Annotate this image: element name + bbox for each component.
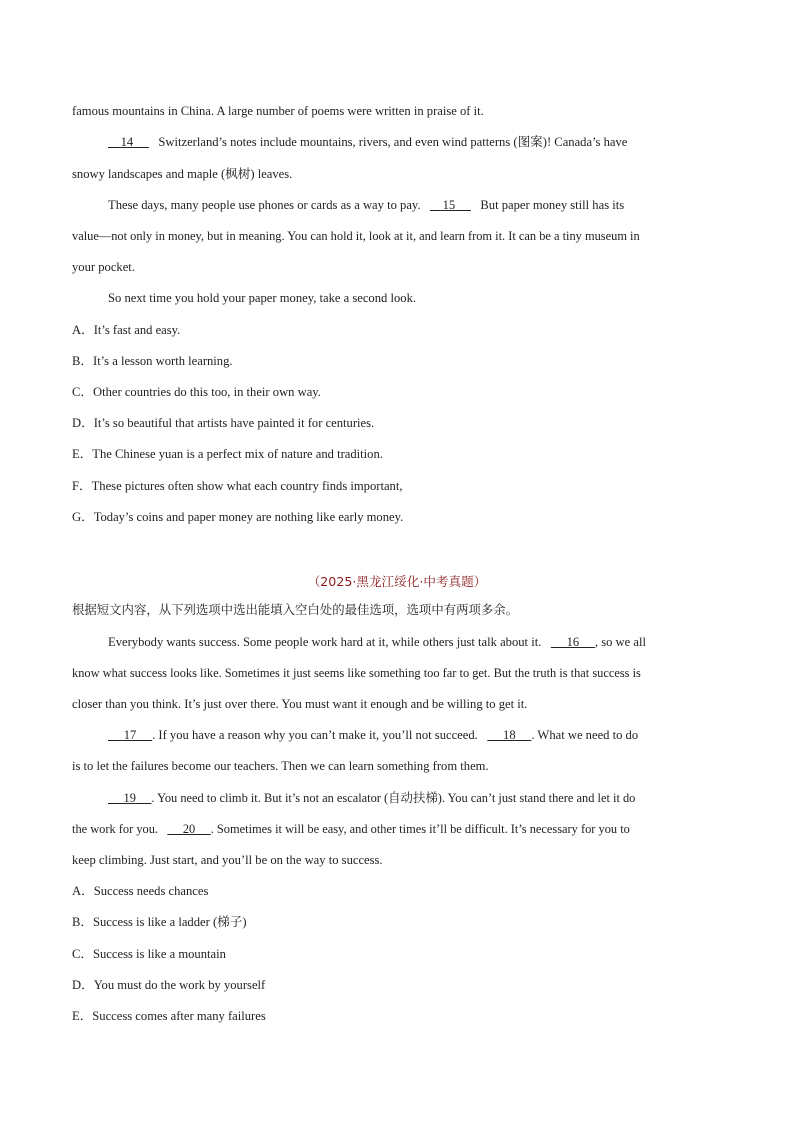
option-e: E．The Chinese yuan is a perfect mix of nature and tradition. — [72, 447, 383, 461]
passage-text: , so we all — [594, 635, 646, 649]
option-a: A．It’s fast and easy. — [72, 323, 181, 337]
option-f: F．These pictures often show what each country finds important, — [72, 479, 403, 493]
answer-blank-17[interactable]: 17 — [123, 728, 137, 742]
passage-line: snowy landscapes and maple (枫树) leaves. — [72, 167, 293, 181]
option-d: D．You must do the work by yourself — [72, 978, 266, 992]
passage-text: But paper money still has its — [480, 198, 625, 212]
passage-line: closer than you think. It’s just over there. You must want it enough and be willing to get it. — [72, 697, 528, 711]
answer-blank-18[interactable]: 18 — [503, 728, 516, 742]
passage-line — [72, 821, 722, 837]
passage-line: value—not only in money, but in meaning. You can hold it, look at it, and learn from it. It can be a tiny museum in — [72, 229, 640, 243]
passage-text: . What we need to do — [531, 728, 639, 742]
passage-text: . If you have a reason why you can’t make it, you’ll not succeed. — [152, 728, 478, 742]
passage-line — [108, 634, 722, 650]
answer-blank-16[interactable]: 16 — [566, 635, 580, 649]
passage-line: famous mountains in China. A large number of poems were written in praise of it. — [72, 104, 484, 118]
answer-blank-15[interactable]: 15 — [442, 198, 456, 212]
option-b: B．It’s a lesson worth learning. — [72, 354, 233, 368]
answer-blank-20[interactable]: 20 — [182, 822, 196, 836]
passage-line: know what success looks like. Sometimes it just seems like something too far to get. But the truth is that success is — [72, 666, 641, 680]
answer-blank-14[interactable]: 14 — [120, 135, 134, 149]
option-e: E．Success comes after many failures — [72, 1009, 266, 1023]
answer-blank-19[interactable]: 19 — [123, 791, 136, 805]
passage-line: keep climbing. Just start, and you’ll be on the way to success. — [72, 853, 383, 867]
option-g: G．Today’s coins and paper money are nothing like early money. — [72, 510, 404, 524]
option-c: C．Success is like a mountain — [72, 947, 226, 961]
passage-line: your pocket. — [72, 260, 135, 274]
option-a: A．Success needs chances — [72, 884, 209, 898]
passage-text: Switzerland’s notes include mountains, rivers, and even wind patterns (图案)! Canada’s have — [158, 135, 628, 149]
passage-line — [108, 790, 722, 806]
passage-text: . Sometimes it will be easy, and other times it’ll be difficult. It’s necessary for you to — [210, 822, 630, 836]
passage-text: Everybody wants success. Some people work hard at it, while others just talk about it. — [108, 635, 542, 649]
option-c: C．Other countries do this too, in their own way. — [72, 385, 321, 399]
passage-text: These days, many people use phones or cards as a way to pay. — [108, 198, 421, 212]
option-d: D．It’s so beautiful that artists have painted it for centuries. — [72, 416, 375, 430]
passage-text: . You need to climb it. But it’s not an escalator (自动扶梯). You can’t just stand there and let it do — [151, 791, 636, 805]
option-b: B．Success is like a ladder (梯子) — [72, 915, 247, 929]
passage-line — [108, 134, 722, 150]
passage-line — [108, 197, 722, 213]
question-source: （2025·黑龙江绥化·中考真题） — [307, 574, 487, 589]
passage-line — [108, 727, 722, 743]
passage-line: is to let the failures become our teachers. Then we can learn something from them. — [72, 759, 489, 773]
instruction: 根据短文内容，从下列选项中选出能填入空白处的最佳选项，选项中有两项多余。 — [72, 602, 519, 617]
passage-text: the work for you. — [72, 822, 159, 836]
passage-line: So next time you hold your paper money, take a second look. — [108, 291, 417, 305]
